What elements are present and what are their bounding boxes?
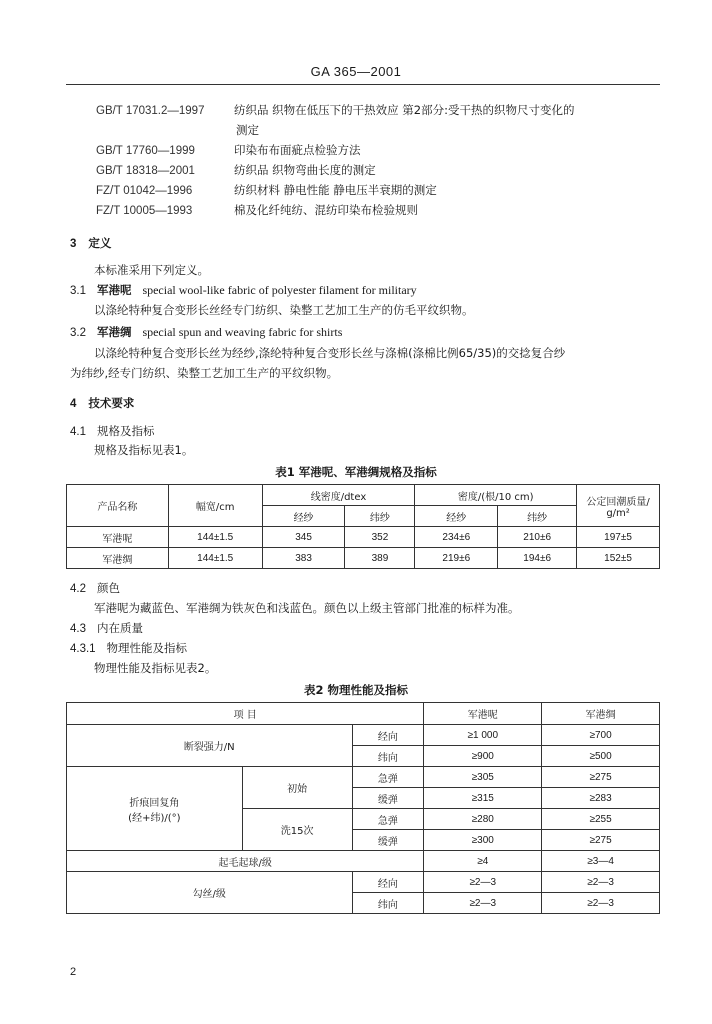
table-header-weft: 纬纱 [345, 506, 415, 527]
section-4-2-text: 军港呢为藏蓝色、军港绸为铁灰色和浅蓝色。颜色以上级主管部门批准的标样为准。 [94, 601, 520, 615]
reference-title-continued: 测定 [236, 123, 259, 137]
table-cell: 352 [345, 527, 415, 548]
table-cell: ≥500 [542, 746, 660, 767]
table-2-title: 表2 物理性能及指标 [303, 683, 408, 697]
section-4-3-heading: 4.3 内在质量 [70, 621, 143, 635]
table-cell: ≥2—3 [424, 872, 542, 893]
table-cell: 152±5 [577, 548, 660, 569]
table-cell: 经向 [352, 725, 424, 746]
table-cell: 383 [262, 548, 345, 569]
table-cell: ≥280 [424, 809, 542, 830]
section-4-2-heading: 4.2 颜色 [70, 581, 120, 595]
section-4-heading: 4 技术要求 [70, 396, 135, 410]
table-row [67, 527, 660, 548]
table-header-linear-density: 线密度/dtex [262, 485, 415, 506]
table-header-col2: 军港绸 [542, 703, 660, 725]
definition-3-2-text: 以涤纶特种复合变形长丝为经纱,涤纶特种复合变形长丝与涤棉(涤棉比例65/35)的交捻复合纱 [94, 346, 566, 360]
table-cell: ≥2—3 [542, 872, 660, 893]
table-cell: 210±6 [498, 527, 577, 548]
reference-title: 印染布布面疵点检验方法 [234, 143, 361, 157]
table-row [67, 725, 660, 746]
definition-3-1-text: 以涤纶特种复合变形长丝经专门纺织、染整工艺加工生产的仿毛平纹织物。 [94, 303, 474, 317]
table-header-width: 幅宽/cm [168, 485, 262, 527]
table-row [67, 767, 660, 788]
reference-title: 棉及化纤纯纺、混纺印染布检验规则 [234, 203, 418, 217]
section-4-3-1-text: 物理性能及指标见表2。 [94, 661, 217, 675]
reference-item [96, 102, 575, 119]
section-4-1-text: 规格及指标见表1。 [94, 443, 194, 457]
definition-3-2: 3.2 军港绸 special spun and weaving fabric for shirts [70, 325, 343, 339]
reference-title: 纺织品 织物在低压下的干热效应 第2部分:受干热的织物尺寸变化的 [234, 103, 575, 117]
section-4-3-1-heading: 4.3.1 物理性能及指标 [70, 641, 188, 655]
section-3-heading: 3 定义 [70, 236, 112, 250]
reference-code: GB/T 17031.2—1997 [96, 105, 205, 117]
table-cell: 纬向 [352, 893, 424, 914]
table-cell: ≥275 [542, 767, 660, 788]
table-cell: 144±1.5 [168, 548, 262, 569]
table-cell: ≥315 [424, 788, 542, 809]
table-cell: ≥300 [424, 830, 542, 851]
table-1-title: 表1 军港呢、军港绸规格及指标 [275, 465, 437, 479]
reference-code: GB/T 17760—1999 [96, 145, 195, 157]
header-rule [66, 84, 660, 85]
reference-item [96, 202, 418, 219]
table-cell: 军港绸 [67, 548, 169, 569]
table-header-mass: 公定回潮质量/ g/m² [577, 485, 660, 527]
table-header-warp: 经纱 [262, 506, 345, 527]
reference-code: FZ/T 10005—1993 [96, 205, 193, 217]
reference-code: FZ/T 01042—1996 [96, 185, 193, 197]
row-group-initial: 初始 [242, 767, 352, 809]
reference-item [96, 182, 437, 199]
reference-code: GB/T 18318—2001 [96, 165, 195, 177]
row-label-breaking-strength: 断裂强力/N [67, 725, 353, 767]
table-cell: 197±5 [577, 527, 660, 548]
table-cell: 纬向 [352, 746, 424, 767]
reference-item [96, 162, 376, 179]
table-cell: ≥700 [542, 725, 660, 746]
reference-title: 纺织材料 静电性能 静电压半衰期的测定 [234, 183, 437, 197]
table-cell: 345 [262, 527, 345, 548]
table-cell: ≥1 000 [424, 725, 542, 746]
table-cell: 389 [345, 548, 415, 569]
reference-title: 纺织品 织物弯曲长度的测定 [234, 163, 376, 177]
row-label-crease-recovery: 折痕回复角 (经+纬)/(°) [67, 767, 243, 851]
section-4-1-heading: 4.1 规格及指标 [70, 424, 155, 438]
table-cell: ≥4 [424, 851, 542, 872]
table-cell: 经向 [352, 872, 424, 893]
table-cell: ≥275 [542, 830, 660, 851]
table-cell: 144±1.5 [168, 527, 262, 548]
table-cell: 急弹 [352, 767, 424, 788]
table-row [67, 851, 660, 872]
standard-code-header: GA 365—2001 [310, 64, 402, 79]
table-cell: 缓弹 [352, 788, 424, 809]
table-header-col1: 军港呢 [424, 703, 542, 725]
reference-item [96, 142, 361, 159]
table-cell: 234±6 [415, 527, 498, 548]
table-cell: ≥2—3 [542, 893, 660, 914]
table-cell: 194±6 [498, 548, 577, 569]
table-2 [66, 702, 660, 914]
row-label-pilling: 起毛起球/级 [67, 851, 424, 872]
table-cell: 缓弹 [352, 830, 424, 851]
definition-3-2-text-continued: 为纬纱,经专门纺织、染整工艺加工生产的平纹织物。 [70, 366, 339, 380]
page-number: 2 [70, 966, 77, 978]
section-3-intro: 本标准采用下列定义。 [94, 263, 209, 277]
table-header-item: 项 目 [67, 703, 424, 725]
table-cell: ≥3—4 [542, 851, 660, 872]
definition-3-1: 3.1 军港呢 special wool-like fabric of polyester filament for military [70, 283, 417, 297]
table-cell: 急弹 [352, 809, 424, 830]
row-label-snagging: 勾丝/级 [67, 872, 353, 914]
table-cell: 219±6 [415, 548, 498, 569]
table-header-product: 产品名称 [67, 485, 169, 527]
table-header-density: 密度/(根/10 cm) [415, 485, 577, 506]
table-cell: ≥283 [542, 788, 660, 809]
table-row [67, 548, 660, 569]
table-header-warp: 经纱 [415, 506, 498, 527]
table-cell: ≥900 [424, 746, 542, 767]
table-cell: ≥305 [424, 767, 542, 788]
table-cell: 军港呢 [67, 527, 169, 548]
table-1 [66, 484, 660, 569]
row-group-after-washing: 洗15次 [242, 809, 352, 851]
table-cell: ≥255 [542, 809, 660, 830]
table-header-weft: 纬纱 [498, 506, 577, 527]
table-cell: ≥2—3 [424, 893, 542, 914]
table-row [67, 872, 660, 893]
